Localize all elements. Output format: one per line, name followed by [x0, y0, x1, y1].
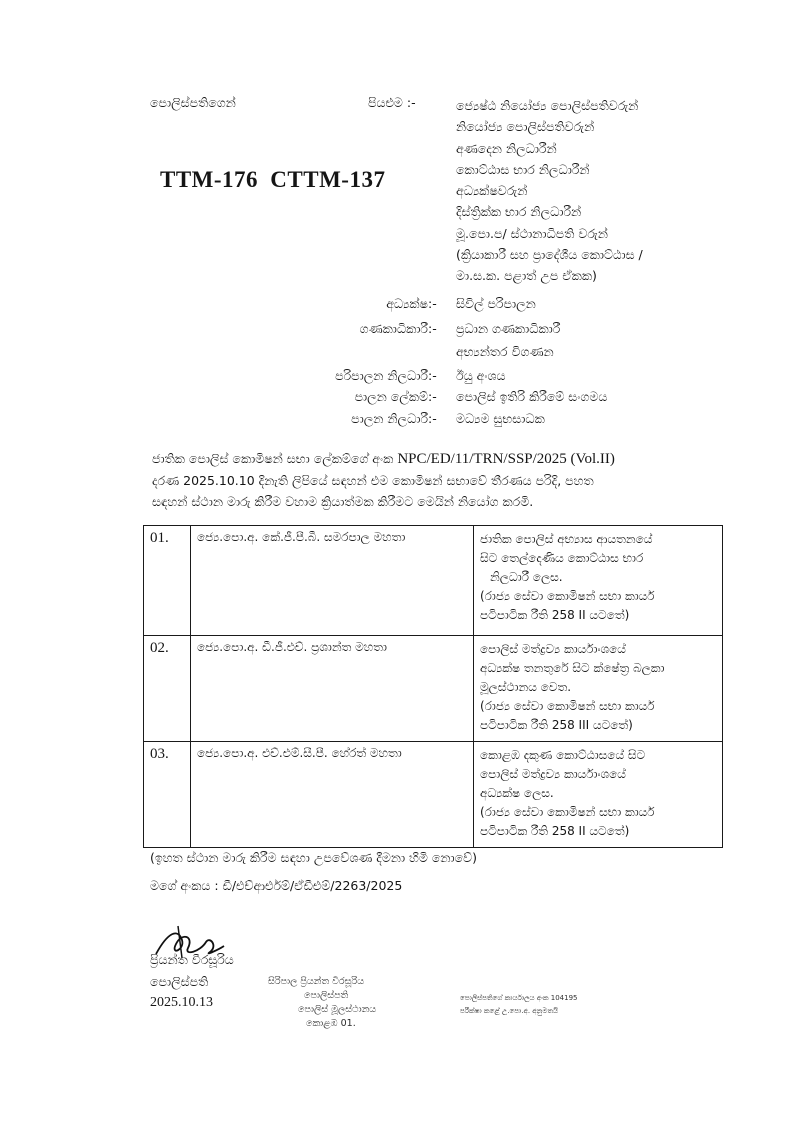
destination-line: සිට තෙල්දෙණිය කොට්ඨාස භාර [480, 551, 644, 565]
destination-line: (රාජ්‍ය සේවා කොමිෂන් සභා කාර්ය [480, 699, 655, 713]
officer-name: ජ්‍යෙ.පො.අ. එච්.එම්.සී.පී. හේරත් මහතා [191, 742, 474, 848]
recipients-list [456, 95, 756, 287]
officer-name: ජ්‍යෙ.පො.අ. කේ.ජී.පී.බී. සමරපාල මහතා [191, 526, 474, 636]
signatory-title: පොලිස්පති [150, 974, 209, 989]
recipient: (ක්‍රියාකාරී සහ ප්‍රාදේශීය කොට්ඨාස / [456, 247, 643, 263]
copy-colon: :- [428, 411, 437, 426]
destination-line: පටිපාටික රීති 258 II යටතේ) [480, 824, 630, 838]
copy-value: පොලිස් ඉතිරි කිරීමේ සංගමය [456, 389, 608, 404]
copy-value: ඊයු අංශය [456, 368, 506, 383]
copy-label: ගණකාධිකාරී [359, 321, 428, 336]
stamp-line: පොලිස්පති [304, 990, 349, 1001]
destination-line: පොලිස් මත්ද්‍රව්‍ය කාර්යාංශයේ [480, 767, 626, 781]
destination-line: ජාතික පොලිස් අභ්‍යාස ආයතනයේ [480, 532, 653, 546]
destination-line: මූලස්ථානය වෙත. [480, 680, 572, 694]
destination-line: (රාජ්‍ය සේවා කොමිෂන් සභා කාර්ය [480, 589, 655, 603]
from-label: පොලිස්පතිගෙන් [150, 95, 236, 110]
my-reference: මගේ අංකය : ඩී/එච්ආර්එම්/ඒඩීඑම්/2263/2025 [150, 878, 403, 893]
row-number: 01. [144, 526, 191, 636]
destination-line: අධ්‍යක්ෂ ලෙස. [480, 786, 554, 800]
allowance-note: (ඉහත ස්ථාන මාරු කිරීම සඳහා උපවේශණ දීමනා හිමි නොවේ) [150, 850, 477, 865]
body-line-1-text: ජාතික පොලිස් කොමිෂන් සභා ලේකම්ගේ අංක [152, 451, 398, 466]
destination-line: (රාජ්‍ය සේවා කොමිෂන් සභා කාර්ය [480, 805, 655, 819]
stamp-line: කොළඹ 01. [306, 1018, 356, 1029]
copy-colon: :- [428, 296, 437, 311]
copy-value: ප්‍රධාන ගණකාධිකාරී [456, 321, 561, 336]
destination-cell [474, 742, 723, 848]
table-row [144, 636, 723, 742]
recipient: කොට්ඨාස භාර නිලධාරීන් [456, 161, 590, 177]
copy-label: අධ්‍යක්ෂ [386, 296, 428, 311]
row-number: 02. [144, 636, 191, 742]
destination-cell [474, 526, 723, 636]
document-codes: TTM-176 CTTM-137 [160, 167, 386, 192]
destination-cell [474, 636, 723, 742]
destination-line: පොලිස් මත්ද්‍රව්‍ය කාර්යාංශයේ [480, 642, 626, 656]
recipient: අධ්‍යක්ෂවරුන් [456, 183, 528, 199]
table-row [144, 526, 723, 636]
destination-line: නිලධාරී ලෙස. [490, 570, 563, 584]
copy-colon: :- [428, 368, 437, 383]
footer-line: පරීක්ෂා කළේ උ.පො.අ. අනුමතයි [460, 1007, 559, 1015]
official-stamp [268, 975, 376, 1031]
copy-label: පාලන ලේකම් [354, 389, 428, 404]
copy-value: මධ්‍යම සුභසාධක [456, 411, 545, 426]
copy-value: අභ්‍යන්තර විගණන [456, 344, 554, 359]
footer-line: පොලිස්පතිගේ කාර්යාලය අංක 104195 [460, 994, 578, 1002]
to-label: පියළුම :- [368, 95, 416, 110]
recipient: නියෝජ්‍ය පොලිස්පතිවරුන් [456, 119, 595, 135]
body-line-3: සඳහන් ස්ථාන මාරු කිරීම වහාම ක්‍රියාත්මක කිරීමට මෙයින් නියෝග කරමි. [152, 494, 534, 509]
npc-reference: NPC/ED/11/TRN/SSP/2025 (Vol.II) [397, 451, 615, 467]
row-number: 03. [144, 742, 191, 848]
recipient: මූ.පො.ප/ ස්ථානාධිපති වරුන් [456, 225, 608, 241]
recipient: අණදෙන නිලධාරීන් [456, 140, 557, 156]
stamp-line: සිරිපාල ප්‍රියන්ත වීරසූරිය [268, 976, 365, 987]
signatory-name: ප්‍රියන්ත වීරසූරිය [150, 952, 234, 967]
copy-colon: :- [428, 321, 437, 336]
destination-line: පටිපාටික රීති 258 II යටතේ) [480, 608, 630, 622]
copy-label: පාලන නිලධාරී [351, 411, 428, 426]
body-line-1 [152, 448, 722, 470]
stamp-line: පොලිස් මූලස්ථානය [298, 1004, 377, 1015]
destination-line: පටිපාටික රීති 258 III යටතේ) [480, 718, 633, 732]
copy-colon: :- [428, 389, 437, 404]
table-row [144, 742, 723, 848]
copy-label: පරිපාලන නිලධාරී [335, 368, 428, 383]
recipient: මා.ස.ක. පළාත් උප ඒකක) [456, 268, 597, 284]
office-footer [460, 992, 577, 1018]
destination-line: කොළඹ දකුණ කොට්ඨාසයේ සිට [480, 748, 646, 762]
body-paragraph [152, 448, 722, 512]
signature-date: 2025.10.13 [150, 995, 213, 1010]
transfers-table [143, 525, 723, 848]
officer-name: ජ්‍යෙ.පො.අ. ඩී.ජී.එච්. ප්‍රශාන්ත මහතා [191, 636, 474, 742]
body-line-2: දරණ 2025.10.10 දිනැති ලිපියේ සඳහන් එම කොමිෂන් සභාවේ තීරණය පරිදි, පහත [152, 473, 594, 488]
destination-line: අධ්‍යක්ෂ තනතුරේ සිට ක්ෂේත්‍ර බලකා [480, 661, 665, 675]
recipient: දිස්ත්‍රික්ක භාර නිලධාරීන් [456, 204, 582, 220]
copy-value: සිවිල් පරිපාලන [456, 296, 536, 311]
recipient: ජ්‍යෙෂ්ඨ නියෝජ්‍ය පොලිස්පතිවරුන් [456, 98, 639, 113]
